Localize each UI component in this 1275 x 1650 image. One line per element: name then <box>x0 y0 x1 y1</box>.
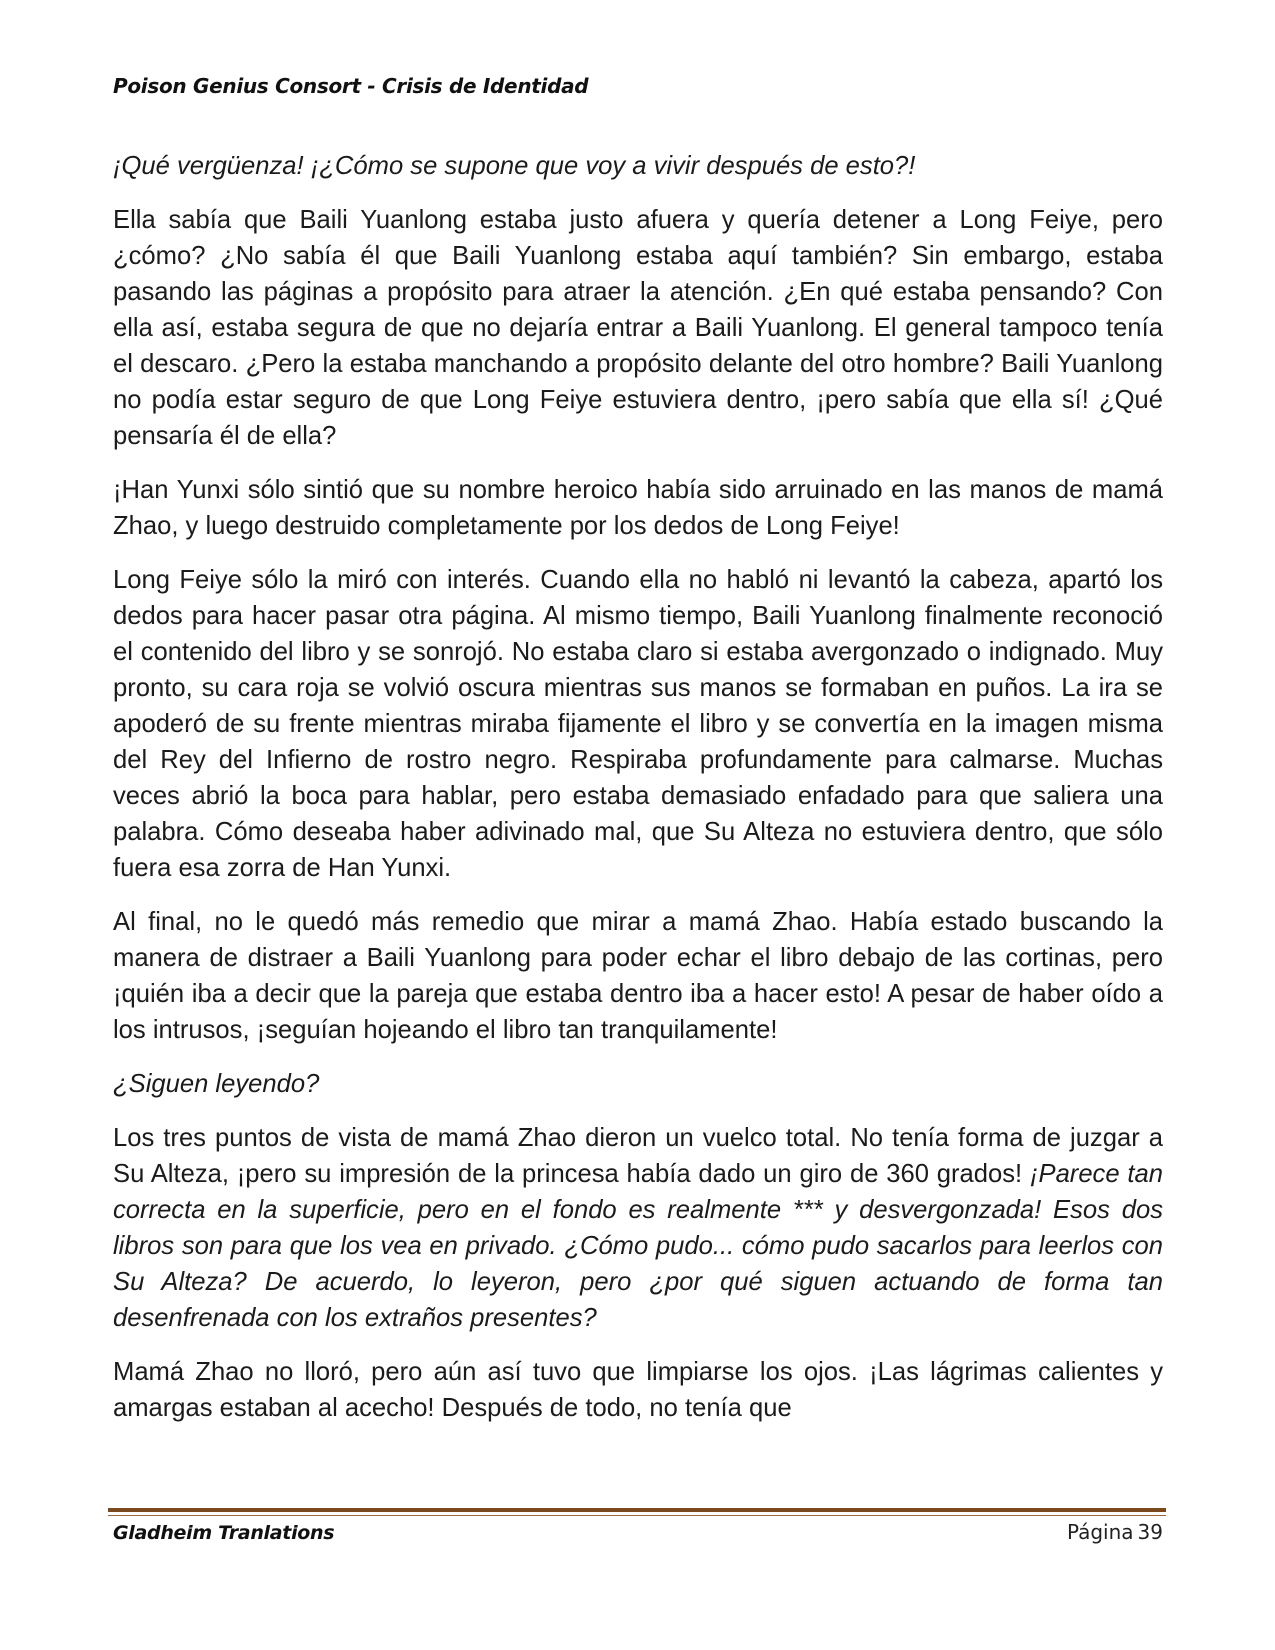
paragraph-5: Al final, no le quedó más remedio que mirar a mamá Zhao. Había estado buscando la manera de distraer a Baili Yuanlong para poder echar el libro debajo de las cortinas, pero ¡quién iba a decir que la pareja que estaba dentro iba a hacer esto! A pesar de haber oído a los intrusos, ¡seguían hojeando el libro tan tranquilamente! <box>113 908 1163 1044</box>
footer-rule <box>108 1508 1166 1512</box>
page-number-value: 39 <box>1137 1520 1163 1544</box>
paragraph-7-normal: Los tres puntos de vista de mamá Zhao dieron un vuelco total. No tenía forma de juzgar a Su Alteza, ¡pero su impresión de la princesa había dado un giro de 360 grados! <box>113 1124 1163 1188</box>
paragraph-6: ¿Siguen leyendo? <box>113 1070 320 1098</box>
running-header: Poison Genius Consort - Crisis de Identidad <box>113 74 589 98</box>
paragraph-3: ¡Han Yunxi sólo sintió que su nombre heroico había sido arruinado en las manos de mamá Zhao, y luego destruido completamente por los dedos de Long Feiye! <box>113 476 1163 540</box>
footer-rule-thin <box>108 1515 1166 1516</box>
paragraph-8: Mamá Zhao no lloró, pero aún así tuvo que limpiarse los ojos. ¡Las lágrimas calientes y amargas estaban al acecho! Después de todo, no tenía que <box>113 1358 1163 1422</box>
paragraph-1: ¡Qué vergüenza! ¡¿Cómo se supone que voy a vivir después de esto?! <box>113 152 916 180</box>
body-text <box>113 148 1163 1444</box>
paragraph-4: Long Feiye sólo la miró con interés. Cuando ella no habló ni levantó la cabeza, apartó los dedos para hacer pasar otra página. Al mismo tiempo, Baili Yuanlong finalmente reconoció el contenido del libro y se sonrojó. No estaba claro si estaba avergonzado o indignado. Muy pronto, su cara roja se volvió oscura mientras sus manos se formaban en puños. La ira se apoderó de su frente mientras miraba fijamente el libro y se convertía en la imagen misma del Rey del Infierno de rostro negro. Respiraba profundamente para calmarse. Muchas veces abrió la boca para hablar, pero estaba demasiado enfadado para que saliera una palabra. Cómo deseaba haber adivinado mal, que Su Alteza no estuviera dentro, que sólo fuera esa zorra de Han Yunxi. <box>113 566 1163 882</box>
footer-publisher: Gladheim Tranlations <box>113 1522 335 1544</box>
page-label: Página <box>1066 1520 1134 1544</box>
paragraph-7 <box>113 1120 1163 1336</box>
paragraph-2: Ella sabía que Baili Yuanlong estaba justo afuera y quería detener a Long Feiye, pero ¿cómo? ¿No sabía él que Baili Yuanlong estaba aquí también? Sin embargo, estaba pasando las páginas a propósito para atraer la atención. ¿En qué estaba pensando? Con ella así, estaba segura de que no dejaría entrar a Baili Yuanlong. El general tampoco tenía el descaro. ¿Pero la estaba manchando a propósito delante del otro hombre? Baili Yuanlong no podía estar seguro de que Long Feiye estuviera dentro, ¡pero sabía que ella sí! ¿Qué pensaría él de ella? <box>113 206 1163 450</box>
paragraph-7-italic: ¡Parece tan correcta en la superficie, pero en el fondo es realmente *** y desvergonzada! Esos dos libros son para que los vea en privado. ¿Cómo pudo... cómo pudo sacarlos para leerlos con Su Alteza? De acuerdo, lo leyeron, pero ¿por qué siguen actuando de forma tan desenfrenada con los extraños presentes? <box>113 1160 1163 1332</box>
page-number <box>1067 1520 1163 1544</box>
